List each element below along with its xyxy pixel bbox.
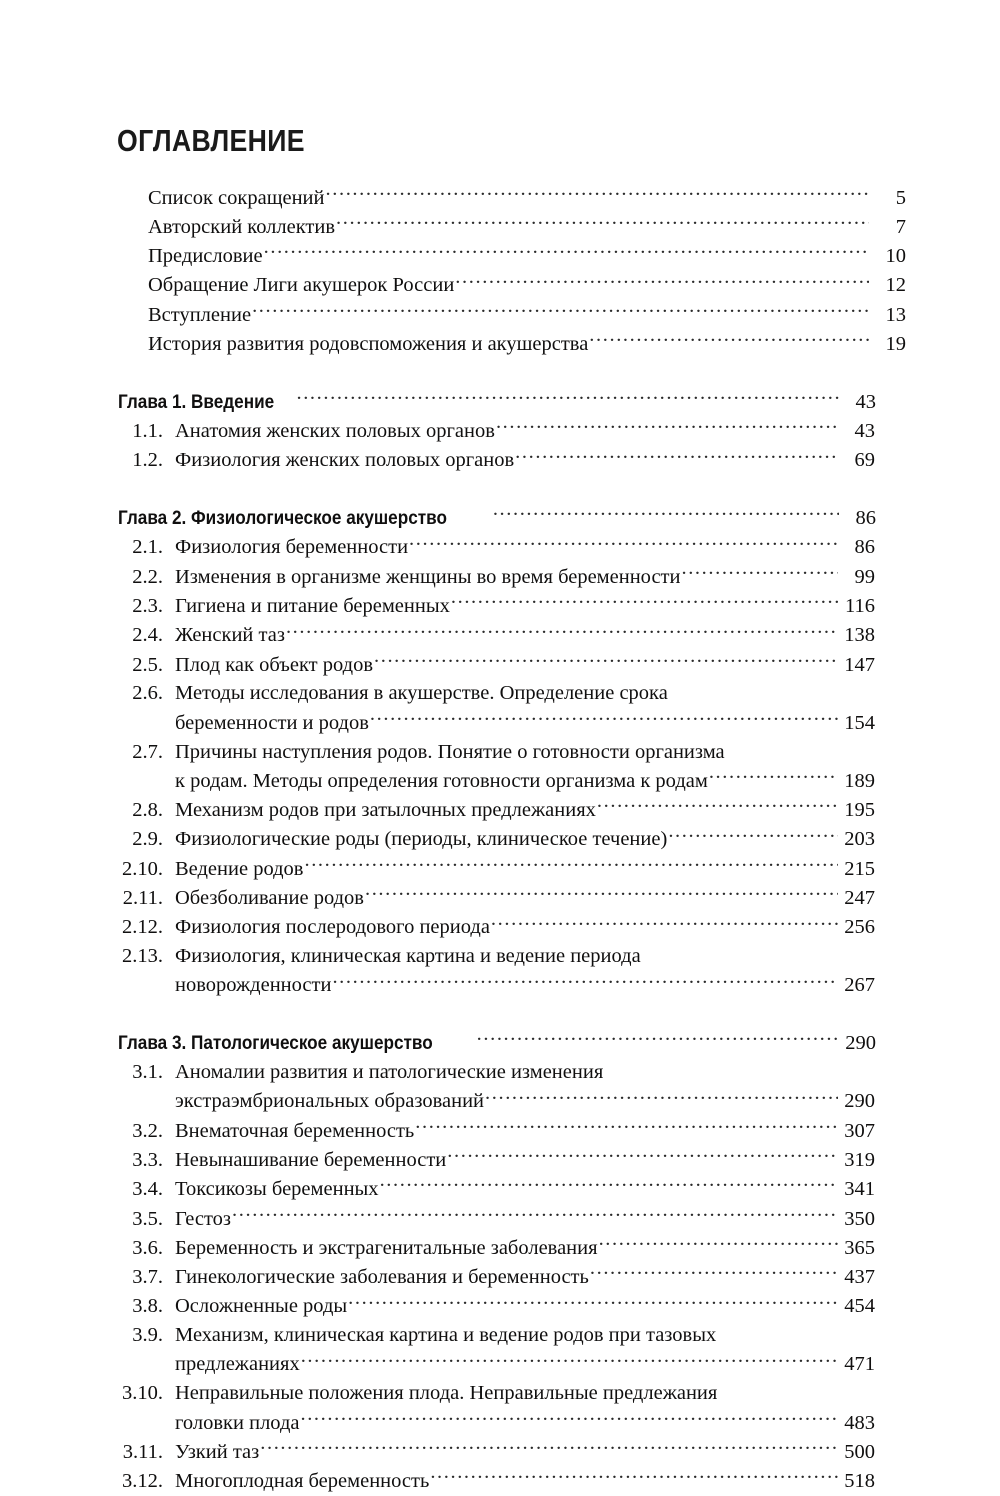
dot-leader <box>326 183 869 204</box>
dot-leader <box>681 562 838 583</box>
entry-page-number: 341 <box>844 1178 875 1201</box>
toc-front-matter-entry[interactable] <box>117 300 906 329</box>
entry-body <box>175 913 875 942</box>
entry-number: 1.2. <box>132 449 163 472</box>
entry-body <box>175 1116 875 1145</box>
entry-number: 3.10. <box>122 1382 163 1405</box>
toc-section-entry[interactable] <box>117 1175 875 1204</box>
dot-leader <box>348 1292 838 1313</box>
entry-body <box>175 1204 875 1233</box>
toc-section-entry-continuation[interactable] <box>117 708 875 737</box>
entry-body <box>175 562 875 591</box>
entry-label: Глава 3. Патологическое акушерство <box>118 1032 433 1055</box>
entry-page-number: 247 <box>844 887 875 910</box>
entry-label: беременности и родов <box>175 711 369 734</box>
entry-body <box>175 1175 875 1204</box>
toc-section-entry[interactable] <box>117 942 875 971</box>
entry-label: экстраэмбриональных образований <box>175 1090 485 1113</box>
toc-chapter-heading[interactable] <box>117 388 876 417</box>
toc-chapter-heading[interactable] <box>117 504 876 533</box>
entry-body <box>175 1292 875 1321</box>
entry-number: 2.12. <box>122 916 163 939</box>
entry-body <box>175 854 875 883</box>
toc-section-entry[interactable] <box>117 1204 875 1233</box>
dot-leader <box>491 913 838 934</box>
entry-label: Женский таз <box>175 624 285 647</box>
entry-page-number: 7 <box>895 215 906 238</box>
entry-number: 3.8. <box>132 1295 163 1318</box>
toc-section-entry[interactable] <box>117 1263 875 1292</box>
toc-section-entry[interactable] <box>117 562 875 591</box>
toc-section-entry[interactable] <box>117 1058 875 1087</box>
toc-section-entry[interactable] <box>117 1321 875 1350</box>
entry-page-number: 19 <box>885 332 906 355</box>
dot-leader <box>286 621 838 642</box>
dot-leader <box>304 854 838 875</box>
entry-page-number: 13 <box>885 303 906 326</box>
entry-page-number: 5 <box>895 186 906 209</box>
entry-page-number: 86 <box>855 507 876 530</box>
dot-leader <box>485 1087 838 1108</box>
entry-page-number: 307 <box>844 1119 875 1142</box>
section-spacer <box>117 475 875 504</box>
entry-label: Глава 2. Физиологическое акушерство <box>118 507 447 530</box>
toc-section-entry[interactable] <box>117 825 875 854</box>
entry-body <box>148 329 906 358</box>
dot-leader <box>365 884 838 905</box>
toc-section-entry-continuation[interactable] <box>117 1350 875 1379</box>
entry-number: 3.5. <box>132 1207 163 1230</box>
entry-body <box>175 621 875 650</box>
entry-page-number: 147 <box>844 653 875 676</box>
dot-leader <box>332 971 838 992</box>
entry-number: 3.11. <box>122 1440 163 1463</box>
entry-number: 2.1. <box>132 536 163 559</box>
entry-page-number: 290 <box>844 1090 875 1113</box>
entry-page-number: 10 <box>885 245 906 268</box>
entry-body <box>175 446 875 475</box>
entry-page-number: 350 <box>844 1207 875 1230</box>
entry-label: Токсикозы беременных <box>175 1178 379 1201</box>
entry-number: 3.6. <box>132 1236 163 1259</box>
toc-section-entry[interactable] <box>117 446 875 475</box>
toc-front-matter-entry[interactable] <box>117 212 906 241</box>
dot-leader <box>370 708 838 729</box>
section-spacer <box>117 1000 875 1029</box>
entry-body <box>175 1467 875 1496</box>
entry-number: 2.5. <box>132 653 163 676</box>
entry-label: новорожденности <box>175 974 332 997</box>
table-of-contents <box>117 183 906 1496</box>
entry-label: Гестоз <box>175 1207 232 1230</box>
entry-body <box>175 1408 875 1437</box>
entry-label: Физиология, клиническая картина и ведение периода <box>175 945 641 968</box>
toc-section-entry[interactable] <box>117 621 875 650</box>
dot-leader <box>232 1204 838 1225</box>
entry-body <box>175 884 875 913</box>
entry-label: Анатомия женских половых органов <box>175 420 495 443</box>
entry-page-number: 138 <box>844 624 875 647</box>
entry-body <box>175 971 875 1000</box>
entry-label: Ведение родов <box>175 857 304 880</box>
entry-body <box>175 1145 875 1174</box>
dot-leader <box>301 1350 838 1371</box>
toc-front-matter-entry[interactable] <box>117 329 906 358</box>
entry-page-number: 365 <box>844 1236 875 1259</box>
entry-number: 3.1. <box>132 1061 163 1084</box>
entry-label: Гинекологические заболевания и беременность <box>175 1266 589 1289</box>
dot-leader <box>668 825 838 846</box>
entry-page-number: 256 <box>844 916 875 939</box>
entry-label: предлежаниях <box>175 1353 300 1376</box>
toc-section-entry[interactable] <box>117 854 875 883</box>
entry-page-number: 189 <box>844 769 875 792</box>
entry-label: Многоплодная беременность <box>175 1470 430 1493</box>
toc-section-entry[interactable] <box>117 1233 875 1262</box>
entry-body <box>175 766 875 795</box>
dot-leader <box>496 417 838 438</box>
toc-chapter-heading[interactable] <box>117 1029 876 1058</box>
toc-section-entry[interactable] <box>117 738 875 767</box>
entry-label: Узкий таз <box>175 1440 260 1463</box>
entry-label: Методы исследования в акушерстве. Определение срока <box>175 682 668 705</box>
entry-page-number: 290 <box>845 1032 876 1055</box>
dot-leader <box>451 592 838 613</box>
entry-number: 2.9. <box>132 828 163 851</box>
entry-label: Внематочная беременность <box>175 1119 415 1142</box>
toc-section-entry[interactable] <box>117 1292 875 1321</box>
dot-leader <box>374 650 838 671</box>
entry-number: 2.3. <box>132 595 163 618</box>
dot-leader <box>409 533 838 554</box>
dot-leader <box>590 1263 838 1284</box>
entry-number: 2.4. <box>132 624 163 647</box>
toc-section-entry[interactable] <box>117 650 875 679</box>
entry-label: Неправильные положения плода. Неправильные предлежания <box>175 1382 718 1405</box>
entry-body <box>148 271 906 300</box>
entry-page-number: 471 <box>844 1353 875 1376</box>
dot-leader <box>455 271 869 292</box>
entry-body <box>118 388 876 417</box>
dot-leader <box>264 242 869 263</box>
entry-page-number: 267 <box>844 974 875 997</box>
toc-section-entry[interactable] <box>117 1467 875 1496</box>
toc-section-entry[interactable] <box>117 592 875 621</box>
entry-body <box>175 592 875 621</box>
entry-page-number: 500 <box>844 1440 875 1463</box>
entry-label: Физиология беременности <box>175 536 409 559</box>
toc-section-entry-continuation[interactable] <box>117 971 875 1000</box>
toc-front-matter-entry[interactable] <box>117 242 906 271</box>
entry-body <box>118 504 876 533</box>
dot-leader <box>430 1467 838 1488</box>
entry-page-number: 12 <box>885 274 906 297</box>
entry-label: Предисловие <box>148 245 263 268</box>
entry-label: Вступление <box>148 303 252 326</box>
toc-section-entry-continuation[interactable] <box>117 766 875 795</box>
entry-body <box>175 417 875 446</box>
entry-page-number: 99 <box>854 565 875 588</box>
entry-label: Изменения в организме женщины во время беременности <box>175 565 681 588</box>
entry-label: Механизм, клиническая картина и ведение родов при тазовых <box>175 1324 717 1347</box>
entry-label: Обращение Лиги акушерок России <box>148 274 455 297</box>
toc-section-entry[interactable] <box>117 533 875 562</box>
dot-leader <box>380 1175 838 1196</box>
entry-number: 2.7. <box>132 740 163 763</box>
entry-page-number: 215 <box>844 857 875 880</box>
entry-number: 2.2. <box>132 565 163 588</box>
section-spacer <box>117 359 875 388</box>
entry-page-number: 69 <box>854 449 875 472</box>
entry-number: 3.2. <box>132 1119 163 1142</box>
entry-body <box>175 825 875 854</box>
dot-leader <box>300 1408 838 1429</box>
entry-body <box>175 650 875 679</box>
entry-body <box>175 1437 875 1466</box>
entry-page-number: 454 <box>844 1295 875 1318</box>
entry-label: Беременность и экстрагенитальные заболевания <box>175 1236 598 1259</box>
entry-label: Физиология женских половых органов <box>175 449 515 472</box>
entry-body <box>148 242 906 271</box>
entry-number: 1.1. <box>132 420 163 443</box>
toc-front-matter-entry[interactable] <box>117 183 906 212</box>
entry-number: 2.10. <box>122 857 163 880</box>
dot-leader <box>252 300 869 321</box>
entry-body <box>175 1087 875 1116</box>
dot-leader <box>336 212 869 233</box>
entry-label: Механизм родов при затылочных предлежаниях <box>175 799 596 822</box>
entry-label: Плод как объект родов <box>175 653 373 676</box>
toc-section-entry-continuation[interactable] <box>117 1408 875 1437</box>
entry-body <box>175 1263 875 1292</box>
entry-label: Физиология послеродового периода <box>175 916 490 939</box>
toc-section-entry[interactable] <box>117 679 875 708</box>
entry-page-number: 518 <box>844 1470 875 1493</box>
entry-body <box>175 708 875 737</box>
entry-number: 3.3. <box>132 1148 163 1171</box>
entry-page-number: 86 <box>854 536 875 559</box>
entry-label: История развития родовспоможения и акушерства <box>148 332 589 355</box>
entry-label: к родам. Методы определения готовности организма к родам <box>175 769 708 792</box>
toc-section-entry-continuation[interactable] <box>117 1087 875 1116</box>
dot-leader <box>415 1116 838 1137</box>
entry-body <box>175 1379 875 1408</box>
dot-leader <box>477 1030 839 1050</box>
toc-section-entry[interactable] <box>117 1145 875 1174</box>
dot-leader <box>599 1233 838 1254</box>
entry-number: 2.8. <box>132 799 163 822</box>
entry-number: 3.7. <box>132 1266 163 1289</box>
entry-page-number: 43 <box>855 390 876 413</box>
entry-number: 2.6. <box>132 682 163 705</box>
dot-leader <box>589 329 869 350</box>
entry-page-number: 195 <box>844 799 875 822</box>
toc-front-matter-entry[interactable] <box>117 271 906 300</box>
entry-number: 3.9. <box>132 1324 163 1347</box>
dot-leader <box>597 796 838 817</box>
entry-label: Осложненные роды <box>175 1295 348 1318</box>
entry-body <box>175 1321 875 1350</box>
entry-body <box>148 183 906 212</box>
dot-leader <box>515 446 838 467</box>
entry-body <box>175 942 875 971</box>
entry-number: 3.4. <box>132 1178 163 1201</box>
entry-page-number: 116 <box>845 595 875 618</box>
entry-body <box>175 738 875 767</box>
entry-page-number: 483 <box>844 1411 875 1434</box>
entry-label: Авторский коллектив <box>148 215 336 238</box>
entry-body <box>148 212 906 241</box>
dot-leader <box>447 1145 838 1166</box>
entry-number: 2.13. <box>122 945 163 968</box>
entry-body <box>175 1350 875 1379</box>
entry-page-number: 203 <box>844 828 875 851</box>
entry-page-number: 154 <box>844 711 875 734</box>
entry-label: Причины наступления родов. Понятие о готовности организма <box>175 740 725 763</box>
toc-section-entry[interactable] <box>117 913 875 942</box>
toc-section-entry[interactable] <box>117 1379 875 1408</box>
dot-leader <box>296 388 839 408</box>
entry-label: Невынашивание беременности <box>175 1148 447 1171</box>
entry-page-number: 319 <box>844 1148 875 1171</box>
toc-section-entry[interactable] <box>117 884 875 913</box>
entry-body <box>118 1029 876 1058</box>
entry-body <box>175 1058 875 1087</box>
entry-body <box>175 796 875 825</box>
entry-number: 3.12. <box>122 1470 163 1493</box>
toc-section-entry[interactable] <box>117 1116 875 1145</box>
entry-label: Аномалии развития и патологические изменения <box>175 1061 604 1084</box>
entry-label: Обезболивание родов <box>175 887 364 910</box>
toc-section-entry[interactable] <box>117 796 875 825</box>
toc-section-entry[interactable] <box>117 1437 875 1466</box>
entry-body <box>148 300 906 329</box>
entry-label: Гигиена и питание беременных <box>175 595 450 618</box>
entry-page-number: 437 <box>844 1266 875 1289</box>
toc-section-entry[interactable] <box>117 417 875 446</box>
entry-page-number: 43 <box>854 420 875 443</box>
entry-label: Список сокращений <box>148 186 325 209</box>
entry-label: Физиологические роды (периоды, клиническое течение) <box>175 828 668 851</box>
entry-body <box>175 533 875 562</box>
dot-leader <box>493 505 839 525</box>
entry-label: Глава 1. Введение <box>118 390 275 413</box>
entry-body <box>175 1233 875 1262</box>
dot-leader <box>709 766 838 787</box>
entry-number: 2.11. <box>122 887 163 910</box>
entry-body <box>175 679 875 708</box>
page-title: ОГЛАВЛЕНИЕ <box>117 123 305 158</box>
entry-label: головки плода <box>175 1411 300 1434</box>
